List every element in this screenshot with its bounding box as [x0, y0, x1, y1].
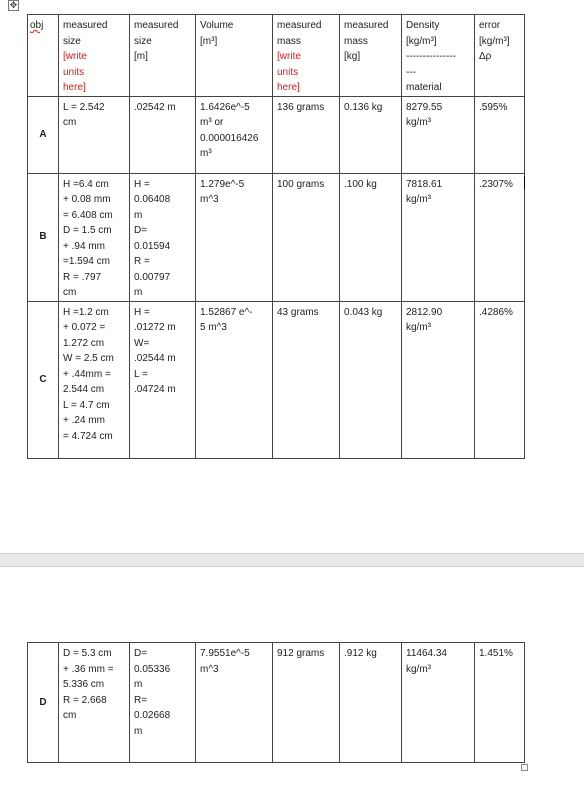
cell-line: 1.279e^-5: [200, 178, 245, 190]
measurement-table-continued: [27, 642, 525, 763]
cell-line: 1.272 cm: [63, 337, 105, 349]
cell-line: R = .797: [63, 271, 102, 283]
cell-line: + 0.08 mm: [63, 194, 111, 205]
row-label[interactable]: C: [28, 301, 59, 458]
header-line: mass: [344, 35, 368, 47]
cell-line: .912 kg: [344, 648, 377, 659]
header-cell-measured-mass-units[interactable]: [273, 15, 340, 97]
cell-error[interactable]: [475, 173, 525, 301]
header-cell-error[interactable]: [475, 15, 525, 97]
cell-line: .595%: [479, 101, 508, 113]
header-line: [m]: [134, 51, 148, 62]
cell-line: 5.336 cm: [63, 679, 105, 690]
cell-measured-size-m[interactable]: [130, 173, 196, 301]
cell-line: D = 1.5 cm: [63, 225, 112, 236]
cell-line: .100 kg: [344, 178, 377, 190]
cell-line: m³: [200, 148, 212, 159]
cell-line: .2307%: [479, 178, 513, 190]
row-label[interactable]: B: [28, 173, 59, 301]
table-resize-handle-icon[interactable]: [521, 764, 528, 771]
header-cell-obj[interactable]: [28, 15, 59, 97]
cell-line: 0.043 kg: [344, 306, 383, 318]
cell-error[interactable]: [475, 96, 525, 173]
header-line: measured: [63, 20, 108, 31]
cell-line: m^3: [200, 194, 219, 205]
cell-line: H =6.4 cm: [63, 178, 109, 190]
cell-line: .04724 m: [134, 384, 176, 395]
cell-measured-mass-kg[interactable]: [340, 301, 402, 458]
cell-volume[interactable]: [196, 301, 273, 458]
cell-line: 1.52867 e^-: [200, 306, 253, 318]
header-line: Volume: [200, 20, 234, 31]
cell-measured-mass[interactable]: [273, 96, 340, 173]
header-cell-measured-size-units[interactable]: [59, 15, 130, 97]
cell-error[interactable]: [475, 301, 525, 458]
cell-line: 5 m^3: [200, 322, 227, 333]
cell-line: 7818.61: [406, 178, 443, 190]
cell-line: kg/m³: [406, 322, 431, 333]
header-line: mass: [277, 35, 301, 47]
cell-line: 0.05336: [134, 663, 171, 675]
cell-line: D=: [134, 648, 148, 659]
cell-line: L =: [134, 368, 148, 380]
cell-line: L = 2.542: [63, 101, 105, 113]
row-label[interactable]: A: [28, 96, 59, 173]
header-line: [kg/m³]: [479, 35, 510, 47]
cell-measured-size[interactable]: [59, 173, 130, 301]
cell-line: + 0.072 =: [63, 322, 106, 333]
header-line: measured: [134, 20, 179, 31]
header-line: Density: [406, 20, 440, 31]
header-line: [write: [63, 51, 87, 62]
cell-measured-mass-kg[interactable]: [340, 173, 402, 301]
cell-line: .02542 m: [134, 101, 176, 113]
cell-measured-size-m[interactable]: [130, 96, 196, 173]
header-cell-measured-size-m[interactable]: [130, 15, 196, 97]
cell-volume[interactable]: [196, 96, 273, 173]
cell-line: m^3: [200, 663, 219, 675]
cell-line: 1.6426e^-5: [200, 101, 250, 113]
cell-line: kg/m³: [406, 117, 431, 128]
cell-line: = 4.724 cm: [63, 430, 113, 442]
cell-line: + .36 mm =: [63, 663, 114, 675]
row-label[interactable]: D: [28, 643, 59, 763]
header-line: [write: [277, 51, 301, 62]
measurement-table: [27, 14, 525, 459]
cell-line: 912 grams: [277, 648, 325, 659]
cell-line: 1.451%: [479, 648, 513, 659]
cell-line: + .44mm =: [63, 368, 111, 380]
header-line: obj: [30, 20, 44, 31]
cell-line: 43 grams: [277, 306, 319, 318]
cell-line: .4286%: [479, 306, 513, 318]
cell-measured-mass-kg[interactable]: [340, 643, 402, 763]
cell-measured-mass-kg[interactable]: [340, 96, 402, 173]
cell-line: + .94 mm: [63, 240, 105, 252]
cell-measured-size-m[interactable]: [130, 301, 196, 458]
header-cell-volume[interactable]: [196, 15, 273, 97]
cell-line: 136 grams: [277, 101, 325, 113]
header-line: [m³]: [200, 35, 218, 47]
header-line: units: [63, 66, 85, 78]
cell-measured-size-m[interactable]: [130, 643, 196, 763]
cell-line: cm: [63, 287, 77, 298]
header-line: error: [479, 20, 501, 31]
cell-line: + .24 mm: [63, 415, 105, 426]
cell-line: m³ or: [200, 117, 224, 128]
header-line: here]: [277, 82, 300, 93]
header-row: [28, 15, 525, 97]
header-cell-density[interactable]: [402, 15, 475, 97]
cell-volume[interactable]: [196, 173, 273, 301]
header-line: ---------------: [406, 51, 456, 62]
cell-line: cm: [63, 117, 77, 128]
cell-line: = 6.408 cm: [63, 209, 113, 221]
cell-line: kg/m³: [406, 663, 431, 675]
cell-line: W = 2.5 cm: [63, 353, 114, 364]
table-row-b: [28, 173, 525, 301]
header-line: [kg]: [344, 51, 361, 62]
cell-density[interactable]: [402, 173, 475, 301]
cell-line: 2812.90: [406, 306, 443, 318]
cell-line: H =1.2 cm: [63, 306, 109, 318]
cell-line: 0.06408: [134, 194, 171, 205]
table-row-d: [28, 643, 525, 763]
cell-line: 0.00797: [134, 271, 171, 283]
header-line: units: [277, 66, 299, 78]
cell-line: H =: [134, 178, 150, 190]
header-line: [kg/m³]: [406, 35, 437, 47]
table-move-handle-icon[interactable]: ✥: [9, 0, 18, 10]
cell-line: D = 5.3 cm: [63, 648, 112, 659]
header-line: measured: [344, 20, 389, 31]
cell-line: 0.01594: [134, 240, 171, 252]
table-row-a: [28, 96, 525, 173]
cell-line: m: [134, 679, 143, 690]
cell-error[interactable]: [475, 643, 525, 763]
header-line: size: [134, 35, 152, 47]
cell-line: .02544 m: [134, 353, 176, 364]
cell-line: 11464.34: [406, 648, 447, 659]
text-cursor: [524, 176, 525, 189]
cell-line: m: [134, 725, 143, 737]
header-line: measured: [277, 20, 322, 31]
cell-line: 0.136 kg: [344, 101, 383, 113]
cell-line: W=: [134, 337, 150, 349]
header-line: here]: [63, 82, 86, 93]
cell-line: =1.594 cm: [63, 256, 110, 267]
cell-measured-size[interactable]: [59, 643, 130, 763]
cell-density[interactable]: [402, 301, 475, 458]
cell-density[interactable]: [402, 643, 475, 763]
header-cell-measured-mass-kg[interactable]: [340, 15, 402, 97]
cell-line: kg/m³: [406, 194, 431, 205]
cell-measured-mass[interactable]: [273, 301, 340, 458]
cell-line: R=: [134, 694, 148, 706]
cell-measured-size[interactable]: [59, 96, 130, 173]
cell-line: R = 2.668: [63, 694, 107, 706]
cell-volume[interactable]: [196, 643, 273, 763]
header-line: size: [63, 35, 81, 47]
cell-line: m: [134, 209, 143, 221]
cell-line: D=: [134, 225, 148, 236]
page-break: [0, 553, 584, 567]
cell-line: L = 4.7 cm: [63, 399, 110, 411]
header-line: material: [406, 82, 442, 93]
cell-line: .01272 m: [134, 322, 176, 333]
cell-measured-size[interactable]: [59, 301, 130, 458]
table-row-c: [28, 301, 525, 458]
cell-measured-mass[interactable]: [273, 173, 340, 301]
header-line: Δρ: [479, 51, 492, 62]
cell-line: 100 grams: [277, 178, 325, 190]
cell-measured-mass[interactable]: [273, 643, 340, 763]
cell-line: H =: [134, 306, 150, 318]
cell-line: 7.9551e^-5: [200, 648, 250, 659]
cell-line: m: [134, 287, 143, 298]
cell-line: 0.000016426: [200, 132, 259, 144]
cell-line: 2.544 cm: [63, 384, 105, 395]
cell-line: 8279.55: [406, 101, 443, 113]
cell-line: R =: [134, 256, 150, 267]
cell-density[interactable]: [402, 96, 475, 173]
cell-line: cm: [63, 710, 77, 721]
cell-line: 0.02668: [134, 710, 171, 721]
header-line: ---: [406, 66, 416, 78]
